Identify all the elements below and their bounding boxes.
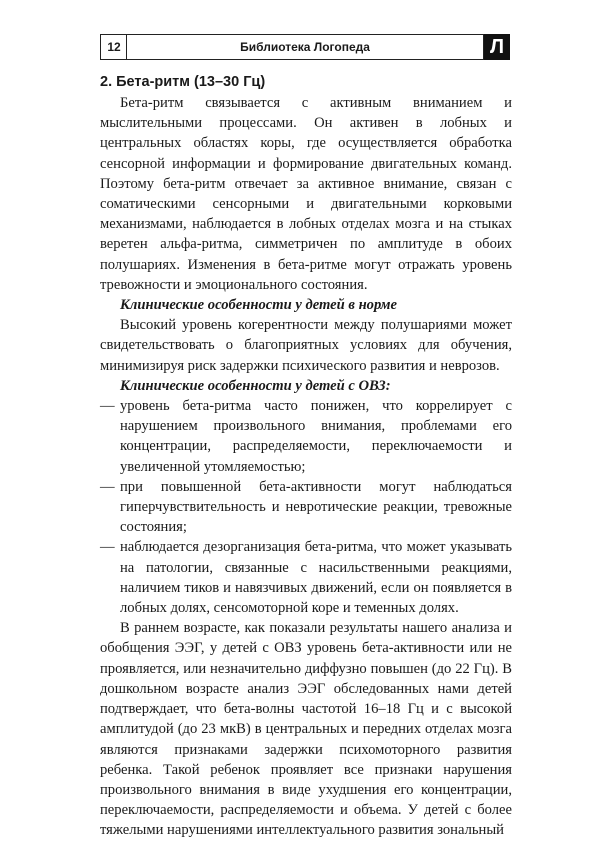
paragraph-eeg-analysis: В раннем возрасте, как показали результаты нашего анализа и обобщения ЭЭГ, у детей с ОВЗ уровень бета-активности или не проявляется, или незначительно диффузно повышен (до 22 Гц). В дошкольном возрасте анализ ЭЭГ обследованных нами детей подтверждает, что бета-волны частотой 16–18 Гц и с высокой амплитудой (до 23 мкВ) в центральных и передних отделах мозга являются признаками задержки психомоторного развития ребенка. Такой ребенок проявляет все признаки нарушения произвольного внимания в виде ухудшения его концентрации, переключаемости, распределяемости и объема. У детей с более тяжелыми нарушениями интеллектуального развития зональный bbox=[100, 620, 512, 839]
section-title: 2. Бета-ритм (13–30 Гц) bbox=[100, 74, 266, 90]
list-item-text: при повышенной бета-активности могут наблюдаться гиперчувствительность и невротические реакции, тревожные состояния; bbox=[120, 478, 512, 536]
list-item-text: наблюдается дезорганизация бета-ритма, что может указывать на патологии, связанные с насильственными реакциями, наличием тиков и навязчивых движений, если он появляется в лобных долях, сенсомоторной коре и теменных долях. bbox=[120, 539, 512, 617]
subheading-ovz: Клинические особенности у детей с ОВЗ: bbox=[120, 377, 391, 394]
list-item bbox=[100, 396, 512, 477]
ovz-feature-list bbox=[100, 396, 512, 618]
paragraph-intro: Бета-ритм связывается с активным вниманием и мыслительными процессами. Он активен в лобных и центральных областях коры, где осуществляется обработка сенсорной информации и формирование двигательных команд. Поэтому бета-ритм отвечает за активное внимание, связан с соматическими сенсорными и двигательными корковыми механизмами, наблюдается в лобных отделах мозга и на стыках веретен альфа-ритма, симметричен по амплитуде в обоих полушариях. Изменения в бета-ритме могут отражать уровень тревожности и эмоционального состояния. bbox=[100, 95, 512, 293]
list-item bbox=[100, 537, 512, 618]
dash-marker: — bbox=[100, 398, 115, 415]
dash-marker: — bbox=[100, 539, 115, 556]
dash-marker: — bbox=[100, 478, 115, 495]
page-body bbox=[100, 72, 512, 841]
subheading-norm: Клинические особенности у детей в норме bbox=[120, 297, 398, 314]
page-number: 12 bbox=[100, 34, 127, 60]
list-item-text: уровень бета-ритма часто понижен, что коррелирует с нарушением произвольного внимания, проблемами его концентрации, распределяемости, переключаемости и увеличенной утомляемостью; bbox=[120, 398, 512, 475]
running-header bbox=[100, 34, 512, 60]
paragraph-norm: Высокий уровень когерентности между полушариями может свидетельствовать о благоприятных условиях для обучения, минимизируя риск задержки психического развития и неврозов. bbox=[100, 317, 512, 374]
list-item bbox=[100, 477, 512, 538]
series-logo: Л bbox=[484, 34, 510, 60]
header-title: Библиотека Логопеда bbox=[126, 34, 484, 60]
